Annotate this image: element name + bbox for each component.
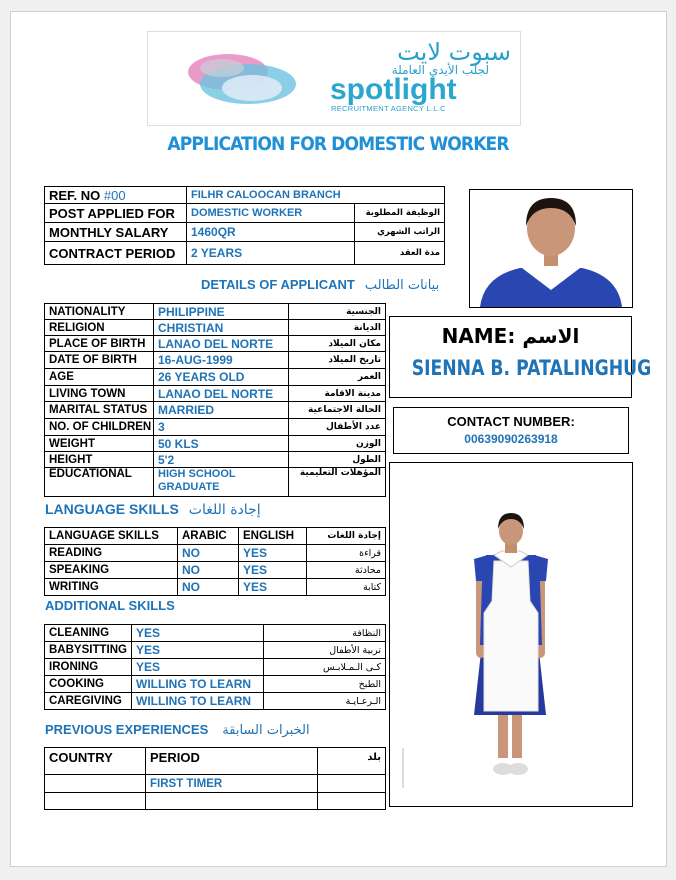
skill-arabic: الطبخ (264, 676, 386, 693)
detail-label: EDUCATIONAL (45, 468, 154, 497)
detail-label: NO. OF CHILDREN (45, 419, 154, 436)
table-row (45, 775, 386, 793)
detail-arabic: الطول (289, 452, 386, 468)
experience-country-cell (45, 775, 146, 793)
language-skills-table (44, 527, 386, 596)
skill-label: BABYSITTING (45, 642, 132, 659)
table-row (45, 320, 386, 336)
col-language-skills: LANGUAGE SKILLS (45, 528, 178, 545)
skill-arabic: النظافة (264, 625, 386, 642)
language-skill-label: WRITING (45, 579, 178, 596)
table-row (45, 562, 386, 579)
table-row (45, 402, 386, 419)
col-english: ENGLISH (239, 528, 307, 545)
logo-arabic-name: سبوت لايت (397, 38, 511, 66)
logo-tagline: RECRUITMENT AGENCY L.L.C (331, 104, 446, 113)
applicant-name: SIENNA B. PATALINGHUG (411, 356, 652, 380)
detail-label: WEIGHT (45, 436, 154, 452)
full-body-photo (389, 462, 633, 807)
detail-arabic: تاريخ الميلاد (289, 352, 386, 369)
arabic-proficiency: NO (178, 545, 239, 562)
language-heading-arabic: إجادة اللغات (188, 502, 261, 518)
details-heading (201, 277, 439, 293)
skill-label: COOKING (45, 676, 132, 693)
english-proficiency: YES (239, 562, 307, 579)
name-label-arabic: الاسم (522, 324, 580, 348)
table-row (45, 642, 386, 659)
contact-label: CONTACT NUMBER: (447, 414, 575, 429)
skill-label: IRONING (45, 659, 132, 676)
agency-logo (147, 31, 521, 126)
detail-value: PHILIPPINE (154, 304, 289, 320)
experience-empty-cell (318, 793, 386, 810)
detail-value: 16-AUG-1999 (154, 352, 289, 369)
headshot-photo (469, 189, 633, 308)
table-row (45, 693, 386, 710)
skill-arabic: كـى الـمـلابـس (264, 659, 386, 676)
table-row (45, 468, 386, 497)
ref-label: REF. NO (49, 187, 101, 203)
table-row (45, 187, 445, 204)
contract-arabic: مدة العقد (355, 242, 445, 265)
salary-arabic: الراتب الشهري (355, 223, 445, 242)
detail-arabic: العمر (289, 369, 386, 386)
contract-value: 2 YEARS (187, 242, 355, 265)
table-row (45, 452, 386, 468)
skill-label: CAREGIVING (45, 693, 132, 710)
table-row (45, 386, 386, 402)
skill-label: CLEANING (45, 625, 132, 642)
detail-arabic: الوزن (289, 436, 386, 452)
additional-skills-table (44, 624, 386, 710)
table-row (45, 676, 386, 693)
post-label: POST APPLIED FOR (45, 204, 187, 223)
detail-arabic: عدد الأطفال (289, 419, 386, 436)
experience-heading (45, 722, 310, 738)
detail-arabic: الجنسية (289, 304, 386, 320)
language-skill-arabic: محادثة (307, 562, 386, 579)
table-header-row (45, 748, 386, 775)
table-row (45, 223, 445, 242)
table-row (45, 336, 386, 352)
language-skill-arabic: قراءة (307, 545, 386, 562)
experience-period-value: FIRST TIMER (146, 775, 318, 793)
detail-arabic: الحالة الاجتماعية (289, 402, 386, 419)
table-row (45, 579, 386, 596)
name-box (389, 316, 652, 398)
detail-arabic: الديانة (289, 320, 386, 336)
detail-value: CHRISTIAN (154, 320, 289, 336)
detail-label: NATIONALITY (45, 304, 154, 320)
table-row (45, 304, 386, 320)
detail-arabic: المؤهلات التعليمية (289, 468, 386, 497)
detail-arabic: مدينة الاقامة (289, 386, 386, 402)
experience-heading-text: PREVIOUS EXPERIENCES (45, 722, 209, 737)
detail-value: 50 KLS (154, 436, 289, 452)
english-proficiency: YES (239, 545, 307, 562)
skill-value: WILLING TO LEARN (132, 693, 264, 710)
col-arabic-label: إجادة اللغات (307, 528, 386, 545)
language-skill-arabic: كتابة (307, 579, 386, 596)
detail-value: 5'2 (154, 452, 289, 468)
col-country-arabic: بلد (318, 748, 386, 775)
table-row (45, 204, 445, 223)
detail-value: LANAO DEL NORTE (154, 336, 289, 352)
post-value: DOMESTIC WORKER (187, 204, 355, 223)
language-skill-label: READING (45, 545, 178, 562)
experience-empty-cell (318, 775, 386, 793)
table-row (45, 242, 445, 265)
arabic-proficiency: NO (178, 579, 239, 596)
skill-arabic: تربية الأطفال (264, 642, 386, 659)
experience-empty-cell (45, 793, 146, 810)
logo-brand: spotlight (330, 73, 457, 106)
detail-label: MARITAL STATUS (45, 402, 154, 419)
table-row (45, 793, 386, 810)
page-title: APPLICATION FOR DOMESTIC WORKER (167, 133, 509, 155)
ref-cell (45, 187, 187, 204)
table-row (45, 369, 386, 386)
detail-value: HIGH SCHOOL GRADUATE (154, 468, 289, 497)
detail-value: 3 (154, 419, 289, 436)
experience-heading-arabic: الخبرات السابقة (222, 723, 310, 738)
post-arabic: الوظيفة المطلوبة (355, 204, 445, 223)
contact-box (393, 407, 629, 454)
table-row (45, 625, 386, 642)
table-row (45, 419, 386, 436)
skill-value: WILLING TO LEARN (132, 676, 264, 693)
table-header-row (45, 528, 386, 545)
name-label: NAME: (441, 324, 516, 348)
detail-label: PLACE OF BIRTH (45, 336, 154, 352)
language-heading-text: LANGUAGE SKILLS (45, 501, 179, 517)
details-heading-text: DETAILS OF APPLICANT (201, 277, 355, 292)
logo-arabic-sub: لجلب الأيدي العاملة (391, 63, 489, 77)
language-heading (45, 501, 261, 518)
name-label-row (390, 324, 631, 348)
col-country: COUNTRY (45, 748, 146, 775)
table-row (45, 352, 386, 369)
branch-value: FILHR CALOOCAN BRANCH (187, 187, 445, 204)
detail-label: RELIGION (45, 320, 154, 336)
contact-number: 00639090263918 (464, 432, 558, 446)
table-row (45, 436, 386, 452)
table-row (45, 659, 386, 676)
experience-empty-cell (146, 793, 318, 810)
language-skill-label: SPEAKING (45, 562, 178, 579)
additional-skills-heading: ADDITIONAL SKILLS (45, 598, 175, 613)
detail-value: 26 YEARS OLD (154, 369, 289, 386)
detail-label: DATE OF BIRTH (45, 352, 154, 369)
arabic-proficiency: NO (178, 562, 239, 579)
applicant-details-table (44, 303, 386, 497)
table-row (45, 545, 386, 562)
skill-value: YES (132, 625, 264, 642)
salary-value: 1460QR (187, 223, 355, 242)
post-info-table (44, 186, 445, 265)
detail-value: MARRIED (154, 402, 289, 419)
detail-label: LIVING TOWN (45, 386, 154, 402)
contract-label: CONTRACT PERIOD (45, 242, 187, 265)
experience-table (44, 747, 386, 810)
salary-label: MONTHLY SALARY (45, 223, 187, 242)
col-arabic: ARABIC (178, 528, 239, 545)
details-heading-arabic: بيانات الطالب (364, 278, 440, 293)
col-period: PERIOD (146, 748, 318, 775)
skill-value: YES (132, 642, 264, 659)
skill-arabic: الـرعـايـة (264, 693, 386, 710)
detail-value: LANAO DEL NORTE (154, 386, 289, 402)
skill-value: YES (132, 659, 264, 676)
ref-value: #00 (103, 187, 126, 203)
english-proficiency: YES (239, 579, 307, 596)
detail-arabic: مكان الميلاد (289, 336, 386, 352)
detail-label: AGE (45, 369, 154, 386)
detail-label: HEIGHT (45, 452, 154, 468)
